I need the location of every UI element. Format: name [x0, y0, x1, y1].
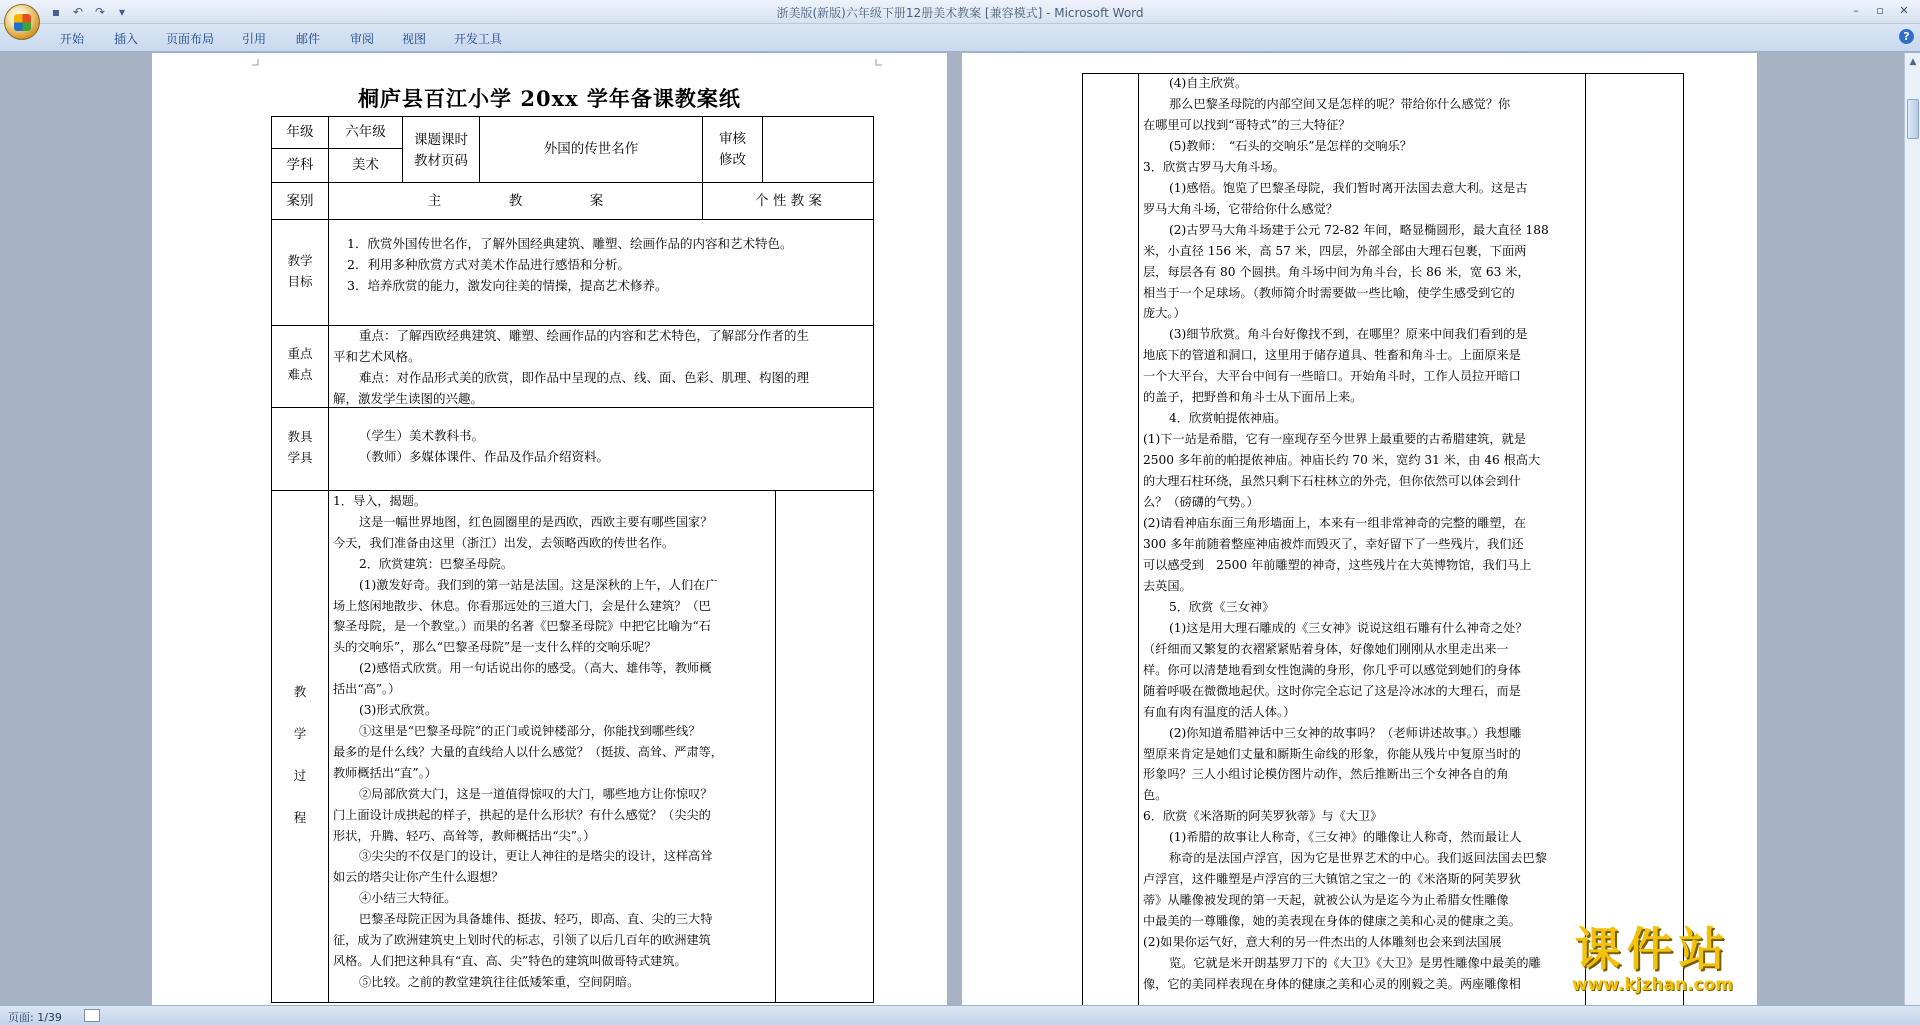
- process-line: 3．欣赏古罗马大角斗场。: [1143, 159, 1285, 174]
- process-label: 教 学 过 程: [293, 684, 307, 825]
- process-line: 可以感受到 2500 年前雕塑的神奇，这些残片在大英博物馆，我们马上: [1143, 557, 1532, 572]
- list-item: 1．欣赏外国传世名作，了解外国经典建筑、雕塑、绘画作品的内容和艺术特色。: [347, 236, 793, 251]
- process-line: (1)下一站是希腊，它有一座现存至今世界上最重要的古希腊建筑，就是: [1143, 432, 1526, 447]
- ribbon-tabs: [0, 24, 1920, 52]
- process-line: 览。它就是米开朗基罗刀下的《大卫》《大卫》是男性雕像中最美的雕: [1169, 956, 1541, 971]
- subject-value: 美术: [352, 157, 379, 173]
- process-line: (1)感悟。饱览了巴黎圣母院，我们暂时离开法国去意大利。这是古: [1169, 180, 1528, 195]
- topic-label: 课题课时 教材页码: [414, 132, 468, 169]
- process-line: 去英国。: [1143, 578, 1192, 593]
- process-line: 样。你可以清楚地看到女性饱满的身形，你几乎可以感觉到她们的身体: [1143, 662, 1521, 677]
- process-line: ②局部欣赏大门，这是一道值得惊叹的大门，哪些地方让你惊叹？: [359, 786, 713, 801]
- undo-icon[interactable]: ↶: [72, 4, 84, 19]
- process-line: 卢浮宫，这件雕塑是卢浮宫的三大镇馆之宝之一的《米洛斯的阿芙罗狄: [1143, 872, 1521, 887]
- process-line: (3)形式欣赏。: [359, 703, 438, 718]
- scroll-up-icon[interactable]: ▲: [1909, 57, 1917, 67]
- case-label: 案别: [286, 193, 314, 209]
- process-line: （纤细而又繁复的衣褶紧紧贴着身体，好像她们刚刚从水里走出来一: [1143, 641, 1509, 656]
- process-line: 黎圣母院，是一个教堂。）而果的名著《巴黎圣母院》中把它比喻为“石: [333, 619, 711, 634]
- process-line: 的盖子，把野兽和角斗士从下面吊上来。: [1143, 390, 1363, 405]
- customize-icon[interactable]: ▾: [118, 4, 126, 19]
- process-line: 塑原来肯定是她们丈量和厮斯生命线的形象，你能从残片中复原当时的: [1143, 746, 1521, 761]
- restore-button[interactable]: ▫: [1876, 4, 1884, 17]
- process-line: (2)感悟式欣赏。用一句话说出你的感受。（高大、雄伟等，教师概: [359, 661, 712, 676]
- proofing-icon[interactable]: [84, 1009, 100, 1022]
- process-line: ④小结三大特征。: [359, 891, 457, 906]
- process-line: (2)古罗马大角斗场建于公元 72-82 年间，略显椭圆形，最大直径 188: [1169, 222, 1549, 237]
- process-line: 随着呼吸在微微地起伏。这时你完全忘记了这是冷冰冰的大理石，而是: [1143, 683, 1521, 698]
- process-line: 罗马大角斗场，它带给你什么感觉？: [1143, 201, 1338, 216]
- tab-review[interactable]: 审阅: [350, 32, 375, 46]
- process-line: (2)请看神庙东面三角形墙面上，本来有一组非常神奇的完整的雕塑，在: [1143, 516, 1526, 531]
- process-line: 形状，升腾、轻巧、高耸等，教师概括出“尖”。）: [333, 828, 596, 843]
- save-icon[interactable]: ▪: [51, 4, 61, 19]
- office-button[interactable]: [4, 4, 40, 40]
- minimize-button[interactable]: –: [1853, 4, 1859, 17]
- process-line: 色。: [1143, 788, 1168, 803]
- process-line: (5)教师： “石头的交响乐”是怎样的交响乐？: [1169, 138, 1412, 153]
- personal-plan-header: 个 性 教 案: [755, 193, 822, 209]
- process-line: 一个大平台，大平台中间有一些暗口。开始角斗时，工作人员拉开暗口: [1143, 369, 1521, 384]
- window-controls: [1844, 2, 1916, 20]
- process-line: 地底下的管道和洞口，这里用于储存道具、牲畜和角斗士。上面原来是: [1143, 348, 1521, 363]
- process-line: (1)激发好奇。我们到的第一站是法国。这是深秋的上午，人们在广: [359, 577, 718, 592]
- process-line: 相当于一个足球场。（教师简介时需要做一些比喻，使学生感受到它的: [1143, 285, 1515, 300]
- process-line: 中最美的一尊雕像，她的美表现在身体的健康之美和心灵的健康之美。: [1143, 914, 1521, 929]
- tab-view[interactable]: 视图: [402, 32, 427, 46]
- process-line: 层，每层各有 80 个圆拱。角斗场中间为角斗台，长 86 米，宽 63 米，: [1143, 264, 1530, 279]
- watermark-logo: [1572, 923, 1733, 995]
- subject-label: 学科: [286, 157, 314, 173]
- process-line: 括出“高”。）: [333, 682, 401, 697]
- title-bar: [0, 0, 1920, 24]
- list-item: 2．利用多种欣赏方式对美术作品进行感悟和分析。: [347, 256, 630, 272]
- list-item: 3．培养欣赏的能力，激发向往美的情操，提高艺术修养。: [347, 277, 668, 293]
- watermark-url: www.kjzhan.com: [1571, 975, 1733, 995]
- process-line: 300 多年前随着整座神庙被炸而毁灭了，幸好留下了一些残片，我们还: [1143, 536, 1524, 551]
- process-line: (1)希腊的故事让人称奇，《三女神》的雕像让人称奇，然而最让人: [1169, 830, 1522, 845]
- process-line: ⑤比较。之前的教堂建筑往往低矮笨重，空间阴暗。: [359, 974, 640, 989]
- topic-value: 外国的传世名作: [543, 141, 639, 157]
- process-line: 的大理石柱环绕，虽然只剩下石柱林立的外壳，但你依然可以体会到什: [1143, 474, 1521, 489]
- process-line: 2．欣赏建筑：巴黎圣母院。: [359, 556, 514, 571]
- status-bar: [0, 1005, 1920, 1025]
- document-page-2: [962, 53, 1757, 1005]
- process-line: 那么巴黎圣母院的内部空间又是怎样的呢？带给你什么感觉？你: [1169, 96, 1511, 111]
- process-line: 蒂》从雕像被发现的第一天起，就被公认为是迄今为止希腊女性雕像: [1143, 893, 1509, 908]
- office-logo-icon: [14, 14, 31, 31]
- tab-developer[interactable]: 开发工具: [454, 32, 503, 46]
- redo-icon[interactable]: ↷: [94, 4, 106, 19]
- process-line: 头的交响乐”，那么“巴黎圣母院”是一支什么样的交响乐呢？: [333, 640, 657, 655]
- process-line: 形象吗？三人小组讨论模仿图片动作，然后推断出三个女神各自的角: [1143, 767, 1509, 782]
- process-line: (2)如果你运气好，意大利的另一件杰出的人体雕刻也会来到法国展: [1143, 935, 1502, 950]
- page-title: 桐庐县百江小学 20xx 学年备课教案纸: [358, 86, 741, 111]
- document-workspace: [0, 53, 1904, 1005]
- process-line: 6．欣赏《米洛斯的阿芙罗狄蒂》与《大卫》: [1143, 809, 1383, 824]
- grade-label: 年级: [286, 124, 314, 140]
- tab-references[interactable]: 引用: [242, 32, 267, 46]
- help-icon[interactable]: ?: [1899, 29, 1914, 44]
- process-line: 庞大。）: [1143, 306, 1186, 321]
- process-line: 如云的塔尖让你产生什么遐想？: [333, 870, 504, 885]
- tab-page-layout[interactable]: 页面布局: [166, 32, 215, 46]
- process-line: 今天，我们准备由这里（浙江）出发，去领略西欧的传世名作。: [333, 535, 675, 550]
- close-button[interactable]: ✕: [1899, 4, 1909, 17]
- process-line: 有血有肉有温度的活人体。）: [1143, 704, 1296, 719]
- process-line: (1)这是用大理石雕成的《三女神》说说这组石雕有什么神奇之处？: [1169, 620, 1528, 635]
- process-line: 门上面设计成拱起的样子，拱起的是什么形状？有什么感觉？（尖尖的: [333, 807, 711, 822]
- process-line: 5．欣赏《三女神》: [1169, 599, 1275, 614]
- process-text-continued: [1143, 73, 1583, 995]
- process-line: ③尖尖的不仅是门的设计，更让人神往的是塔尖的设计，这样高耸: [359, 849, 713, 864]
- review-label: 审核 修改: [719, 131, 746, 168]
- window-title: 浙美版(新版)六年级下册12册美术教案 [兼容模式] - Microsoft Word: [776, 6, 1144, 20]
- process-line: 风格。人们把这种具有“直、高、尖”特色的建筑叫做哥特式建筑。: [333, 953, 687, 968]
- process-line: 4．欣赏帕提侬神庙。: [1169, 411, 1287, 426]
- process-line: 在哪里可以找到“哥特式”的三大特征？: [1143, 117, 1351, 132]
- process-line: 教师概括出“直”。）: [333, 765, 437, 780]
- process-line: (4)自主欣赏。: [1169, 76, 1248, 90]
- keypoints-text: 重点：了解西欧经典建筑、雕塑、绘画作品的内容和艺术特色，了解部分作者的生 平和艺术风格。 难点：对作品形式美的欣赏，即作品中呈现的点、线、面、色彩、肌理、构图的理 解，激发学生读图的兴趣。: [333, 328, 810, 406]
- tab-home[interactable]: 开始: [60, 32, 85, 46]
- process-line: 米，小直径 156 米，高 57 米，四层，外部全部由大理石包裹，下面两: [1143, 243, 1527, 258]
- process-text: [333, 491, 773, 993]
- keypoints-label: 重点 难点: [287, 346, 313, 382]
- process-line: 最多的是什么线？大量的直线给人以什么感觉？（挺拔、高耸、严肃等，: [333, 744, 723, 759]
- process-line: 巴黎圣母院正因为具备雄伟、挺拔、轻巧，即高、直、尖的三大特: [359, 912, 713, 927]
- document-page-1: [152, 53, 947, 1005]
- tab-mailings[interactable]: 邮件: [296, 32, 321, 46]
- process-line: 1．导入，揭题。: [333, 494, 427, 508]
- process-line: 2500 多年前的帕提侬神庙。神庙长约 70 米，宽约 31 米，由 46 根高大: [1143, 453, 1541, 468]
- watermark-main: 课件站: [1574, 922, 1731, 976]
- process-line: 征，成为了欧洲建筑史上划时代的标志，引领了以后几百年的欧洲建筑: [333, 933, 711, 948]
- vertical-scrollbar[interactable]: [1904, 53, 1920, 1005]
- goals-list: [347, 234, 872, 297]
- process-line: 称奇的是法国卢浮宫，因为它是世界艺术的中心。我们返回法国去巴黎: [1169, 851, 1547, 866]
- process-line: 像，它的美同样表现在身体的健康之美和心灵的刚毅之美。两座雕像相: [1143, 976, 1521, 991]
- process-line: (2)你知道希腊神话中三女神的故事吗？（老师讲述故事。）我想雕: [1169, 725, 1522, 740]
- grade-value: 六年级: [345, 124, 386, 140]
- process-line: (3)细节欣赏。角斗台好像找不到，在哪里？原来中间我们看到的是: [1169, 327, 1528, 342]
- main-plan-header: 主 教 案: [427, 193, 604, 209]
- tools-label: 教具 学具: [287, 429, 313, 465]
- page-indicator[interactable]: 页面: 1/39: [8, 1011, 62, 1024]
- tools-text: （学生）美术教科书。 （教师）多媒体课件、作品及作品介绍资料。: [359, 428, 610, 464]
- process-line: 么？（磅礴的气势。）: [1143, 495, 1259, 510]
- process-line: 这是一幅世界地图，红色圆圈里的是西欧，西欧主要有哪些国家？: [359, 514, 713, 529]
- process-line: ①这里是“巴黎圣母院”的正门或说钟楼部分，你能找到哪些线？: [359, 723, 701, 738]
- process-line: 场上悠闲地散步、休息。你看那远处的三道大门，会是什么建筑？（巴: [333, 598, 711, 613]
- scroll-thumb[interactable]: [1907, 99, 1919, 139]
- goals-label: 教学 目标: [287, 253, 313, 289]
- tab-insert[interactable]: 插入: [114, 32, 139, 46]
